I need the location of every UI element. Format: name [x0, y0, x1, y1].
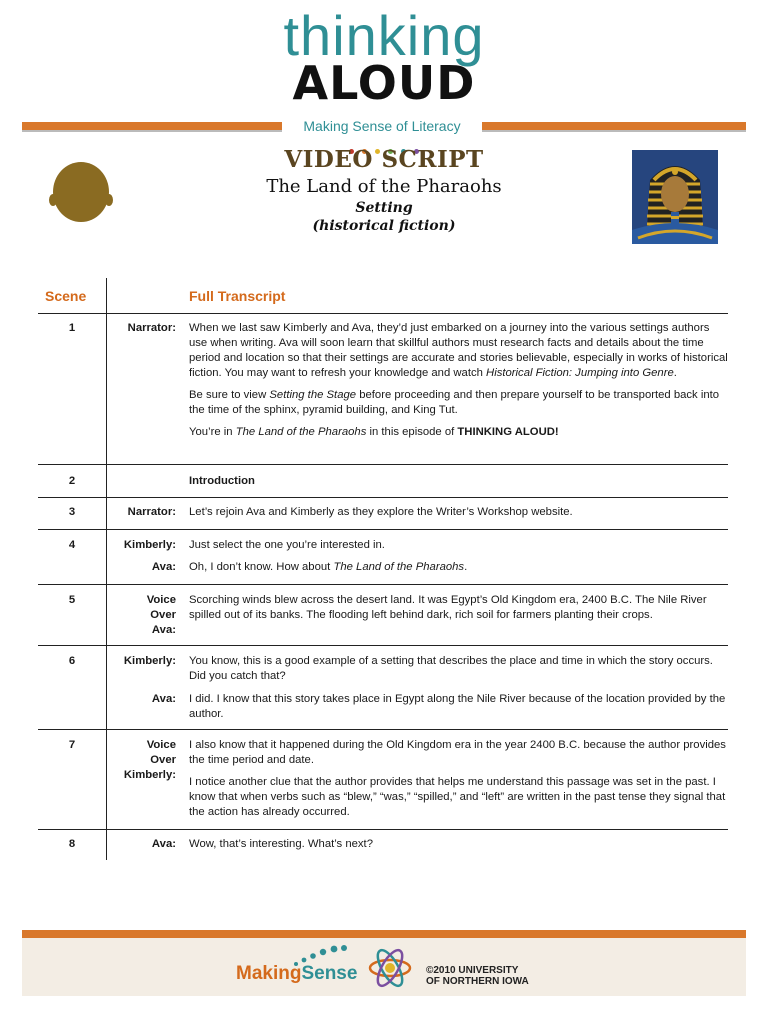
- transcript-text: I did. I know that this story takes place in Egypt along the Nile River because of the location provided by the author.: [189, 693, 726, 720]
- speaker-label: [108, 738, 176, 783]
- scene-number: 4: [68, 539, 76, 551]
- scene-number: 2: [68, 475, 76, 487]
- table-column-divider: [106, 278, 107, 860]
- brand-making: Making: [236, 963, 302, 984]
- scene-number: 7: [68, 739, 76, 751]
- thinking-aloud-logo: [0, 4, 768, 110]
- speaker-line: Over: [150, 754, 176, 766]
- transcript-paragraph: [189, 321, 729, 381]
- speaker-label: Narrator:: [127, 506, 176, 518]
- italic-title: Setting the Stage: [269, 389, 357, 401]
- speaker-label: Kimberly:: [123, 655, 176, 667]
- transcript-text: Let’s rejoin Ava and Kimberly as they explore the Writer’s Workshop website.: [189, 506, 573, 518]
- speaker-label: Ava:: [151, 838, 176, 850]
- italic-title: Historical Fiction: Jumping into Genre: [486, 367, 674, 379]
- table-rule: [38, 529, 728, 530]
- brand-sense: Sense: [301, 963, 358, 984]
- speaker-label: Ava:: [151, 561, 176, 573]
- text-run: Oh, I don’t know. How about: [189, 561, 334, 573]
- italic-title: The Land of the Pharaohs: [333, 561, 465, 573]
- speaker-line: Kimberly:: [123, 769, 176, 781]
- transcript-text: Wow, that’s interesting. What’s next?: [189, 838, 373, 850]
- transcript-text: Scorching winds blew across the desert land. It was Egypt’s Old Kingdom era, 2400 B.C. The Nile River spilled out of its banks. The flooding left behind dark, rich soil for farmers planting their crops.: [189, 594, 707, 621]
- speaker-line: Voice: [146, 594, 176, 606]
- transcript-text: [189, 321, 729, 447]
- logo-aloud-text: ALOUD: [292, 56, 476, 110]
- transcript-text: Introduction: [189, 475, 255, 487]
- text-run: Be sure to view: [189, 389, 270, 401]
- subtitle-genre: (historical fiction): [312, 218, 456, 234]
- logo-thinking-text: thinking: [283, 4, 485, 67]
- speaker-line: Voice: [146, 739, 176, 751]
- speaker-label: Ava:: [151, 693, 176, 705]
- transcript-paragraph: [189, 425, 729, 440]
- atom-seal-icon: [368, 946, 412, 990]
- show-name: THINKING ALOUD!: [457, 426, 559, 438]
- scene-number: 1: [68, 322, 76, 334]
- text-run: before proceeding and then prepare yourself to be transported back into the time of the sphinx, pyramid building, and King Tut.: [189, 389, 720, 416]
- table-rule: [38, 829, 728, 830]
- speaker-label: Kimberly:: [123, 539, 176, 551]
- subtitle-setting: Setting: [355, 200, 413, 216]
- speaker-label: Narrator:: [127, 322, 176, 334]
- column-header-transcript: Full Transcript: [189, 288, 286, 304]
- table-rule: [38, 584, 728, 585]
- table-rule: [38, 645, 728, 646]
- character-face-icon: [49, 160, 113, 222]
- pharaoh-mask-icon: [632, 150, 718, 244]
- scene-number: 8: [68, 838, 76, 850]
- copyright-text: [426, 965, 529, 987]
- transcript-text: [189, 738, 729, 827]
- table-rule: [38, 464, 728, 465]
- scene-number: 6: [68, 655, 76, 667]
- making-sense-logo: [236, 963, 357, 985]
- text-run: .: [673, 367, 677, 379]
- logo-tagline: Making Sense of Literacy: [282, 117, 482, 135]
- footer-orange-bar: [22, 930, 746, 938]
- transcript-text: You know, this is a good example of a setting that describes the place and time in which the story occurs. Did you catch that?: [189, 655, 713, 682]
- speaker-label: [108, 593, 176, 638]
- text-run: You’re in: [189, 426, 236, 438]
- text-run: When we last saw Kimberly and Ava, they’d just embarked on a journey into the various settings authors use when writing. Ava will soon learn that skillful authors must research facts and details about the time period and location so that their settings are accurate and stories believable, especially in works of historical fiction. You may want to refresh your knowledge and watch: [189, 322, 728, 379]
- table-rule: [38, 729, 728, 730]
- scene-number: 3: [68, 506, 76, 518]
- table-rule: [38, 497, 728, 498]
- speaker-line: Over: [150, 609, 176, 621]
- transcript-paragraph: [189, 388, 729, 418]
- transcript-text: Just select the one you’re interested in.: [189, 539, 385, 551]
- video-script-label: VIDEO SCRIPT: [284, 146, 484, 173]
- scene-number: 5: [68, 594, 76, 606]
- italic-title: The Land of the Pharaohs: [235, 426, 367, 438]
- copyright-line: OF NORTHERN IOWA: [426, 976, 529, 987]
- table-rule: [38, 313, 728, 314]
- speaker-line: Ava:: [151, 624, 176, 636]
- text-run: .: [464, 561, 468, 573]
- transcript-text: [189, 560, 729, 575]
- copyright-line: ©2010 UNIVERSITY: [426, 965, 519, 976]
- text-run: in this episode of: [366, 426, 458, 438]
- column-header-scene: Scene: [45, 288, 87, 304]
- transcript-paragraph: I notice another clue that the author provides that helps me understand this passage was set in the past. I know that when verbs such as “blew,” “was,” “spilled,” and “left” are written in the past tense they signal that the action has already occurred.: [189, 776, 726, 818]
- transcript-paragraph: I also know that it happened during the Old Kingdom era in the year 2400 B.C. because the author provides the time period and date.: [189, 739, 726, 766]
- page-title: The Land of the Pharaohs: [266, 176, 502, 197]
